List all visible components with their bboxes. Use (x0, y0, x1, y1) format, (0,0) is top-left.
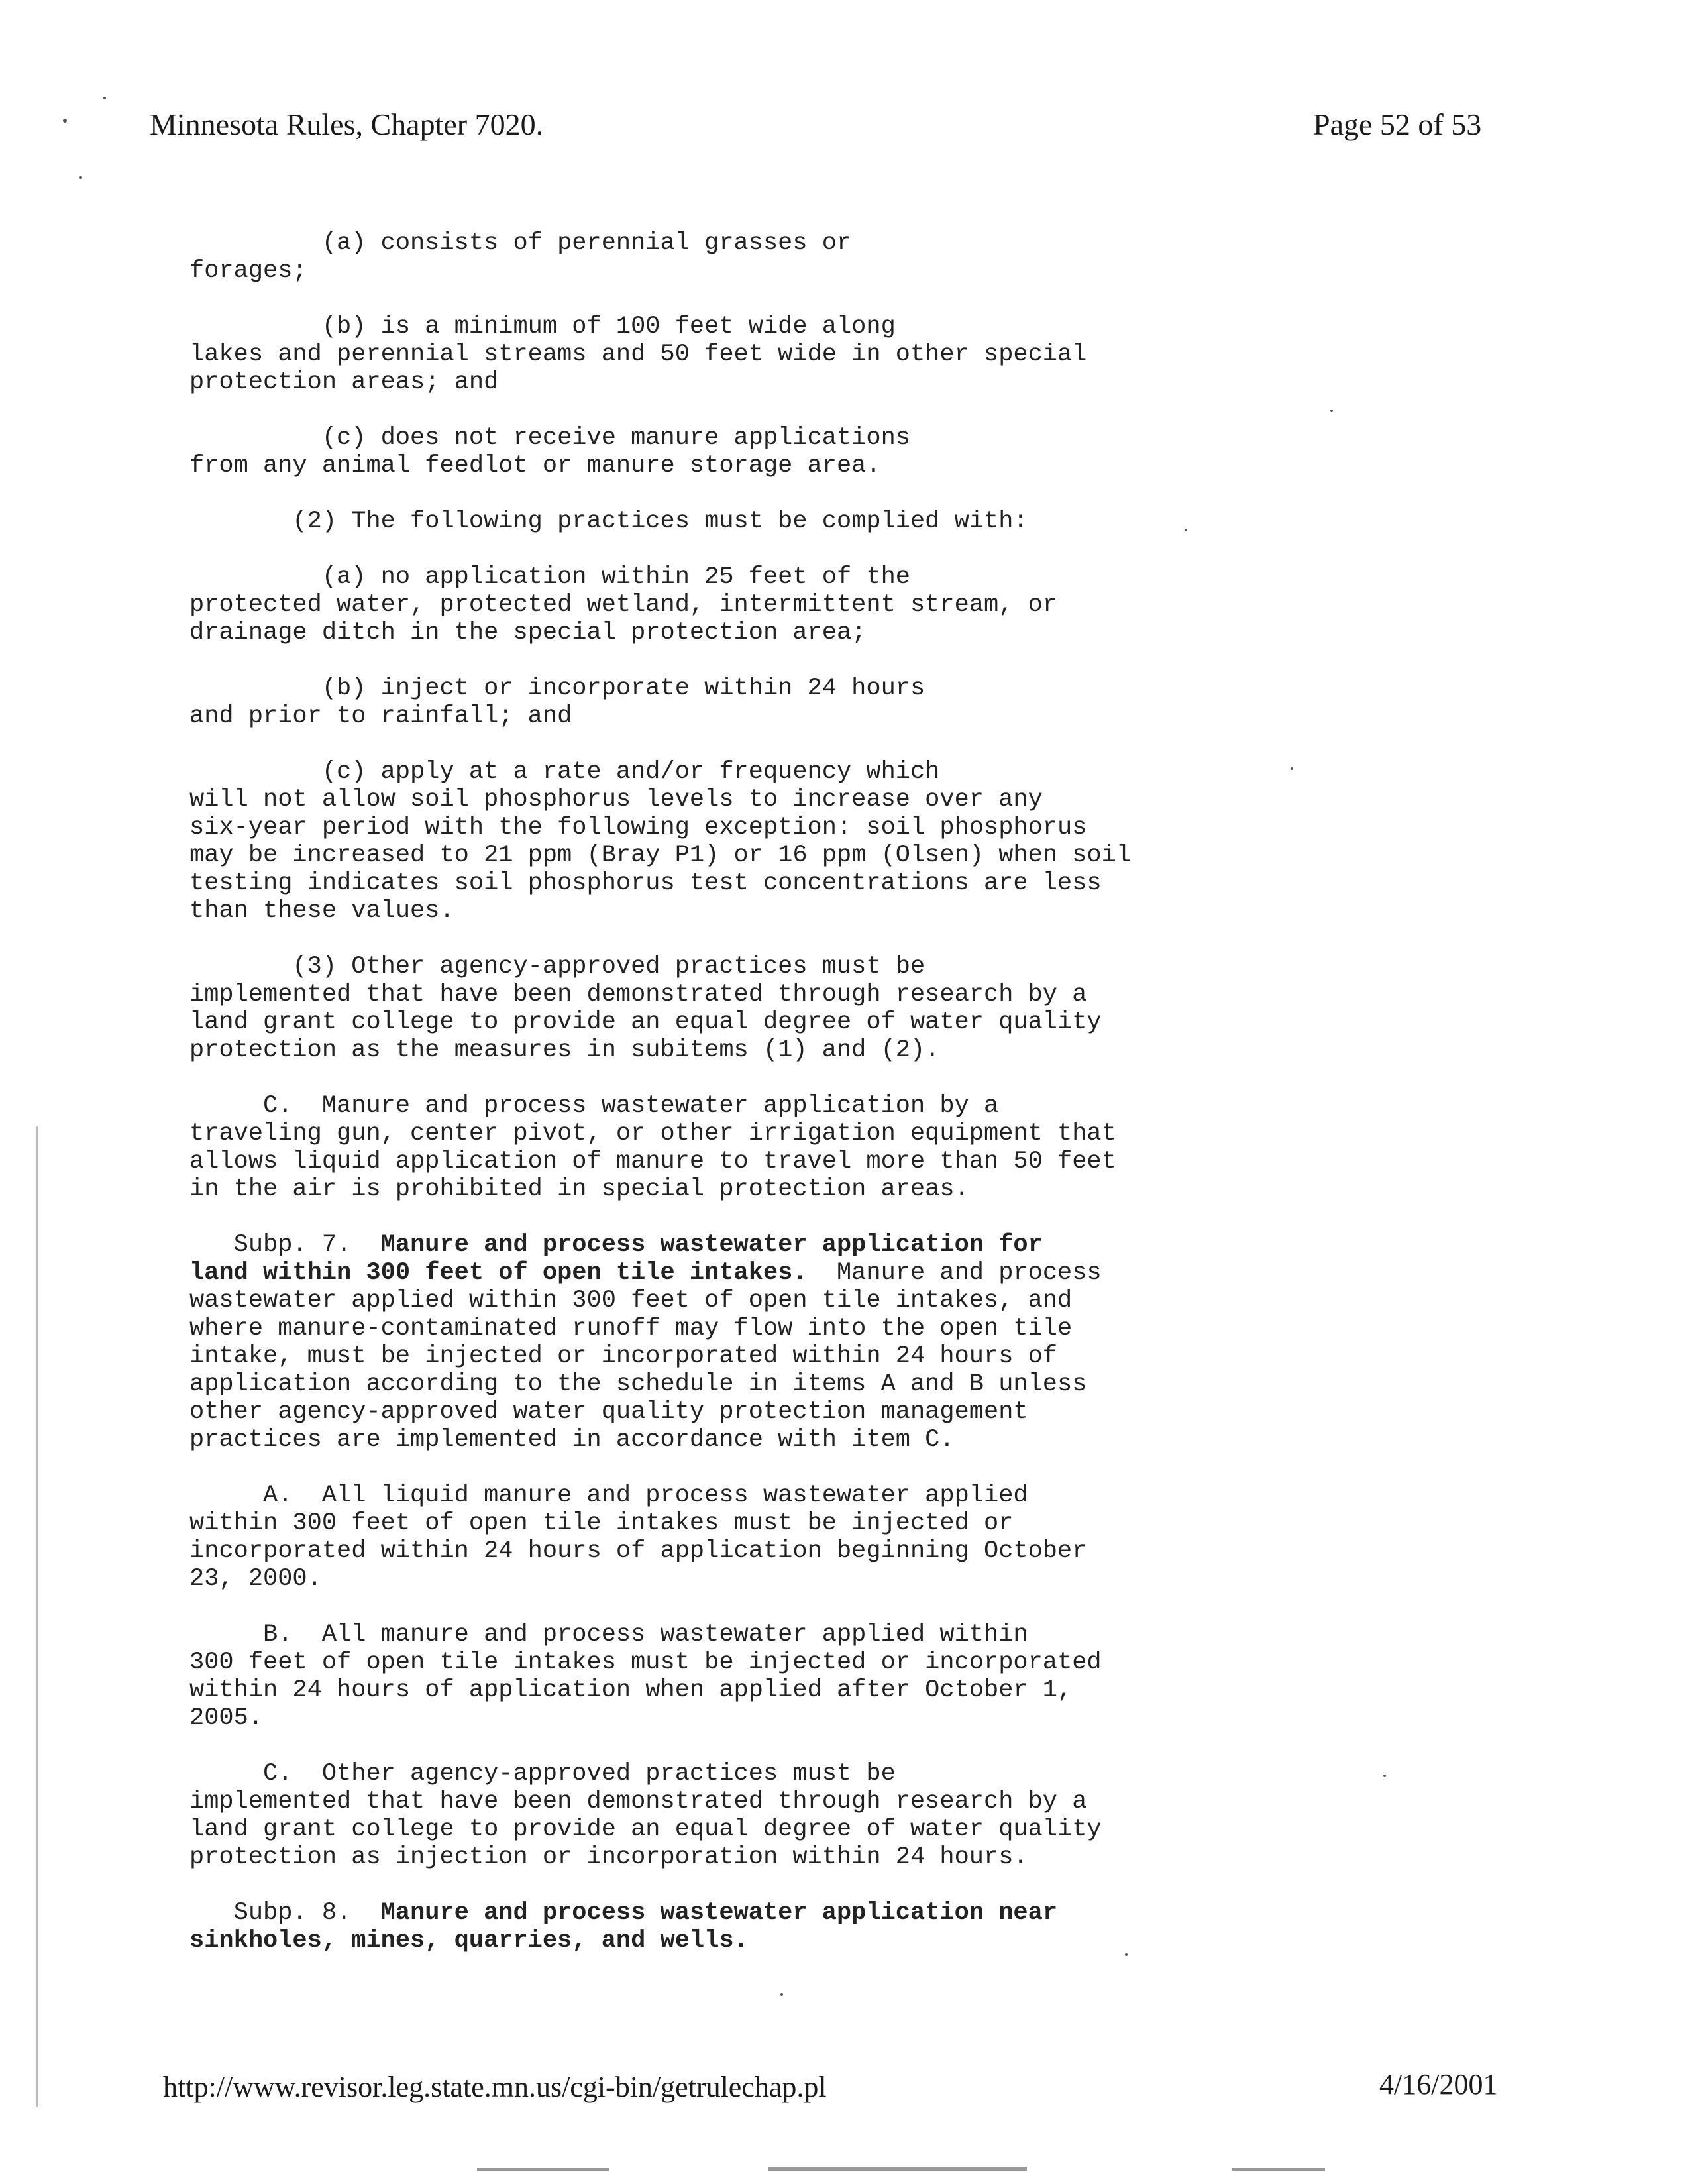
paragraph (189, 563, 1488, 647)
text-line: testing indicates soil phosphorus test concentrations are less (189, 869, 1102, 897)
subpart-heading: Manure and process wastewater application near (380, 1899, 1058, 1927)
text-line: will not allow soil phosphorus levels to increase over any (189, 786, 1043, 814)
text-line: and prior to rainfall; and (189, 702, 572, 730)
scan-streak (1232, 2168, 1325, 2171)
subpart-text: Manure and process (807, 1259, 1102, 1287)
paragraph (189, 1092, 1488, 1203)
text-line: from any animal feedlot or manure storage area. (189, 452, 881, 480)
text-line: (b) inject or incorporate within 24 hours (189, 675, 926, 702)
text-line: within 300 feet of open tile intakes must be injected or (189, 1509, 1014, 1537)
text-line: within 24 hours of application when applied after October 1, (189, 1676, 1073, 1704)
paragraph (189, 1482, 1488, 1593)
text-line (189, 1927, 1488, 1955)
text-line: 2005. (189, 1704, 264, 1732)
text-line: protected water, protected wetland, intermittent stream, or (189, 591, 1058, 619)
print-date: 4/16/2001 (1379, 2068, 1498, 2101)
scan-streak (768, 2167, 1027, 2171)
text-line: wastewater applied within 300 feet of open tile intakes, and (189, 1287, 1073, 1315)
text-line: application according to the schedule in items A and B unless (189, 1370, 1087, 1398)
paragraph (189, 229, 1488, 285)
paragraph (189, 313, 1488, 396)
subpart-heading: land within 300 feet of open tile intakes. (189, 1259, 808, 1287)
scan-speck (780, 1993, 783, 1996)
scan-speck (80, 176, 82, 179)
text-line: implemented that have been demonstrated through research by a (189, 1788, 1087, 1816)
scan-bottom-noise (477, 2167, 1325, 2171)
text-line: other agency-approved water quality protection management (189, 1398, 1028, 1426)
text-line: may be increased to 21 ppm (Bray P1) or 16 ppm (Olsen) when soil (189, 842, 1132, 869)
text-line: (a) no application within 25 feet of the (189, 563, 910, 591)
paragraph (189, 508, 1488, 535)
rule-text-body (189, 229, 1488, 1983)
text-line: A. All liquid manure and process wastewater applied (189, 1482, 1028, 1509)
paragraph (189, 424, 1488, 480)
paragraph (189, 1760, 1488, 1871)
text-line: (c) apply at a rate and/or frequency which (189, 758, 940, 786)
text-line: allows liquid application of manure to travel more than 50 feet (189, 1148, 1116, 1175)
paragraph (189, 1621, 1488, 1732)
text-line: land grant college to provide an equal degree of water quality (189, 1816, 1102, 1843)
text-line (189, 1259, 1488, 1287)
scan-speck (103, 97, 106, 99)
subpart-label: Subp. 7. (189, 1231, 381, 1259)
scan-speck (63, 119, 67, 123)
source-url: http://www.revisor.leg.state.mn.us/cgi-bin/getrulechap.pl (163, 2071, 827, 2103)
paragraph (189, 953, 1488, 1064)
text-line: 300 feet of open tile intakes must be injected or incorporated (189, 1649, 1102, 1676)
text-line: (c) does not receive manure applications (189, 424, 910, 452)
paragraph (189, 675, 1488, 730)
text-line: where manure-contaminated runoff may flow into the open tile (189, 1315, 1073, 1342)
text-line: intake, must be injected or incorporated within 24 hours of (189, 1342, 1058, 1370)
text-line: (b) is a minimum of 100 feet wide along (189, 313, 896, 341)
text-line: six-year period with the following exception: soil phosphorus (189, 814, 1087, 842)
text-line: protection as injection or incorporation within 24 hours. (189, 1843, 1028, 1871)
text-line: than these values. (189, 897, 454, 925)
text-line: traveling gun, center pivot, or other irrigation equipment that (189, 1120, 1116, 1148)
text-line: incorporated within 24 hours of application beginning October (189, 1537, 1087, 1565)
text-line (189, 1899, 1488, 1927)
subpart-label: Subp. 8. (189, 1899, 381, 1927)
subpart-7 (189, 1231, 1488, 1454)
text-line: (2) The following practices must be complied with: (189, 508, 1028, 535)
text-line: 23, 2000. (189, 1565, 322, 1593)
text-line: protection areas; and (189, 368, 499, 396)
subpart-8 (189, 1899, 1488, 1955)
text-line: implemented that have been demonstrated through research by a (189, 981, 1087, 1009)
subpart-heading: Manure and process wastewater application for (380, 1231, 1043, 1259)
text-line: land grant college to provide an equal degree of water quality (189, 1009, 1102, 1036)
subpart-heading: sinkholes, mines, quarries, and wells. (189, 1927, 749, 1955)
page-number: Page 52 of 53 (1313, 107, 1482, 141)
text-line: practices are implemented in accordance with item C. (189, 1426, 955, 1454)
scan-streak (477, 2168, 610, 2171)
text-line: (3) Other agency-approved practices must be (189, 953, 926, 981)
text-line: in the air is prohibited in special protection areas. (189, 1175, 969, 1203)
text-line: lakes and perennial streams and 50 feet wide in other special (189, 341, 1087, 368)
text-line: C. Other agency-approved practices must be (189, 1760, 896, 1788)
text-line: drainage ditch in the special protection area; (189, 619, 867, 647)
text-line: forages; (189, 257, 307, 285)
document-title: Minnesota Rules, Chapter 7020. (150, 107, 544, 141)
text-line: (a) consists of perennial grasses or (189, 229, 852, 257)
text-line: C. Manure and process wastewater application by a (189, 1092, 999, 1120)
paragraph (189, 758, 1488, 925)
text-line: B. All manure and process wastewater applied within (189, 1621, 1028, 1649)
text-line: protection as the measures in subitems (1) and (2). (189, 1036, 940, 1064)
text-line (189, 1231, 1488, 1259)
